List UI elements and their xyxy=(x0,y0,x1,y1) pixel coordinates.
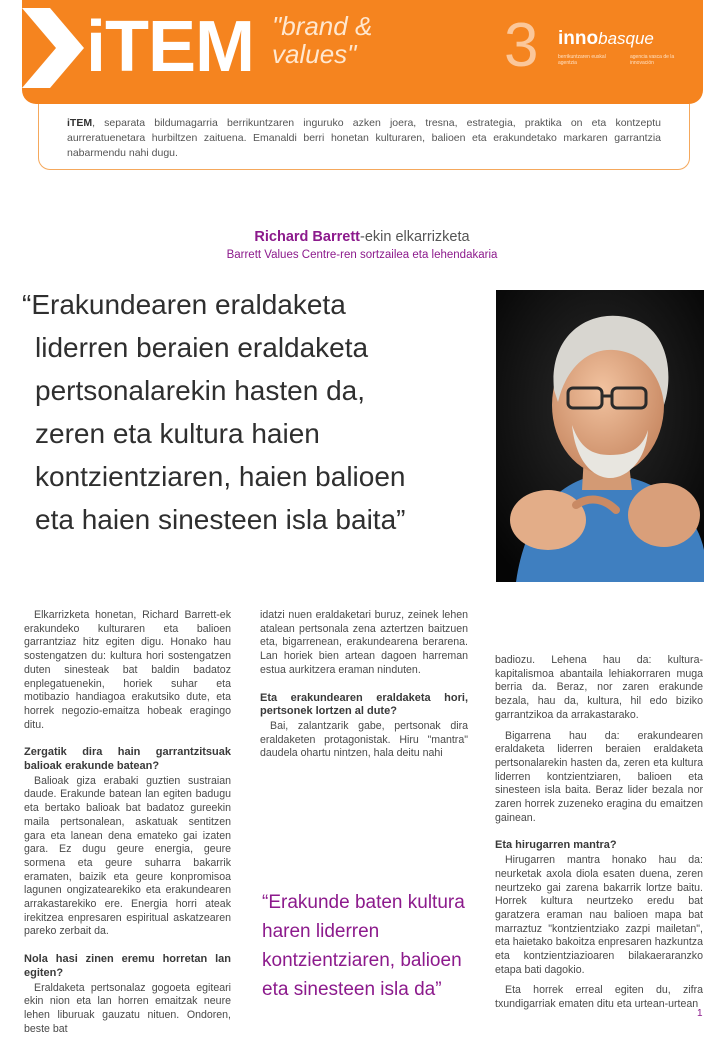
question-heading: Nola hasi zinen eremu horretan lan egiten? xyxy=(24,953,231,979)
logo-subtitle-spanish: agencia vasca de la innovación xyxy=(630,54,675,66)
main-quote-line: “Erakundearen eraldaketa xyxy=(22,289,346,320)
main-quote-line: zeren eta kultura haien xyxy=(35,418,320,449)
main-quote-line: eta haien sinesteen isla baita” xyxy=(35,504,406,535)
pull-quote-line: “Erakunde baten kultura xyxy=(262,892,465,913)
portrait-photo xyxy=(496,290,704,582)
paragraph: Eta horrek erreal egiten du, zifra txundigarriak ematen ditu eta urtean-urtean xyxy=(495,984,703,1011)
interview-suffix: -ekin elkarrizketa xyxy=(359,229,470,245)
paragraph: Eraldaketa pertsonalaz gogoeta egiteari ekin nion eta lan horren emaitzak neure lehen liburuak gauzatu nituen. Ondoren, beste bat xyxy=(24,981,231,1035)
logo-basque-text: basque xyxy=(598,29,654,48)
main-quote-line: pertsonalarekin hasten da, xyxy=(35,375,365,406)
paragraph: Elkarrizketa honetan, Richard Barrett-ek erakundeko kulturaren eta balioen garrantziaz hitz egiten digu. Honako hau sostengatzen du: kultura hori sostengatzen duten sinesteak bat baldin badatoz enplegatuenekin, horiek suhar eta motibazio handiagoa erakutsiko dute, eta horrek negozio-emaitza hobeak eragingo ditu. xyxy=(24,609,231,731)
interview-heading xyxy=(0,229,724,245)
main-quote xyxy=(22,283,492,541)
paragraph: idatzi nuen eraldaketari buruz, zeinek lehen atalean pertsonala zena aztertzen baitzuen eta, bigarrenean, erakundearena berarena. Lan horiek bien artean dagoen harreman estua aurkitzera eraman ninduten. xyxy=(260,609,468,676)
chevron-arrow-icon xyxy=(22,8,92,88)
paragraph: Bai, zalantzarik gabe, pertsonak dira eraldaketen protagonistak. Hiru "mantra" daudela ohartu nintzen, hala deitu nahi xyxy=(260,719,468,760)
header-banner xyxy=(22,0,703,104)
logo-subtitle-basque: berrikuntzaren euskal agentzia xyxy=(558,54,606,66)
paragraph: Hirugarren mantra honako hau da: neurketak axola diola esaten duena, zeren neurtzeko gai zarena bakarrik lortze baitu. Horrek kultura neurtzeko eredu bat garatzera eraman nau balioen mapa bat marraztuz "kontzientziako zazpi mailetan", eta haietako bakoitza enpresaren hazkuntza eta kontzientziazioaren bilakaeraranzko etapa bati dagokio. xyxy=(495,854,703,976)
paragraph: Bigarrena hau da: erakundearen eraldaketa liderren beraien eraldaketa pertsonalarekin hasten da, zeren eta kultura liderren kontzientziaren, balioen eta sinesteen isla baita. Beraz lider bezala nor zaren horrek zuzeneko eragina du emaitzen gainean. xyxy=(495,729,703,824)
issue-number: 3 xyxy=(504,11,539,80)
question-heading: Eta hirugarren mantra? xyxy=(495,839,617,852)
body-column-1 xyxy=(24,609,231,1043)
intro-box xyxy=(38,104,690,170)
interviewee-name: Richard Barrett xyxy=(254,229,360,245)
logo-inno-text: inno xyxy=(558,28,599,49)
body-column-2 xyxy=(260,609,468,768)
paragraph: Balioak giza erabaki guztien sustraian daude. Erakunde batean lan egiten badugu eta bertako balioak bat badatoz gureekin maila pertsonalean, askatuak sentitzen gara eta lanean dena emateko gai izaten gara. Ez dugu geure energia, geure sormena eta geure suharra bakarrik eramaten, baizik eta geure konpromisoa lagunen ongizatearekiko eta erakundearen arrakastarekiko ere. Energia horri ateak irekitzea enpresaren espiritual askatzearen pareko zerbait da. xyxy=(24,774,231,938)
intro-text: , separata bildumagarria berrikuntzaren inguruko azken joera, tresna, estrategia, praktika on eta kontzeptu aurreratuenetara hurbiltzen zaituena. Emanaldi berri honetan kulturaren, balioen eta erakundetako markaren garrantzia nabarmendu nahi dugu. xyxy=(67,117,661,159)
pull-quote-line: haren liderren xyxy=(262,921,380,942)
paragraph: badiozu. Lehena hau da: kultura-kapitalismoa abantaila lehiakorraren muga berria da. Beraz, nor zaren erakunde bezala, hau da, kultura, hil edo biziko garrantzikoa da arrakastarako. xyxy=(495,654,703,721)
pull-quote xyxy=(262,888,470,1004)
interviewee-role: Barrett Values Centre-ren sortzailea eta lehendakaria xyxy=(226,249,498,261)
main-quote-line: kontzientziaren, haien balioen xyxy=(35,461,406,492)
portrait-illustration xyxy=(496,290,704,582)
question-heading: Eta erakundearen eraldaketa hori, pertsonek lortzen al dute? xyxy=(260,691,468,718)
pull-quote-line: eta sinesteen isla da” xyxy=(262,979,442,1000)
logo-subtitle xyxy=(558,54,698,66)
page-number: 1 xyxy=(697,1008,703,1019)
main-quote-line: liderren beraien eraldaketa xyxy=(35,332,369,363)
brand-tagline: "brand & values" xyxy=(272,11,373,69)
body-column-3 xyxy=(495,654,703,1019)
question-heading: Zergatik dira hain garrantzitsuak balioak erakunde batean? xyxy=(24,746,231,773)
innobasque-logo xyxy=(558,28,698,88)
pull-quote-line: kontzientziaren, balioen xyxy=(262,950,462,971)
intro-lead: iTEM xyxy=(67,117,93,129)
brand-title: iTEM xyxy=(86,7,254,87)
